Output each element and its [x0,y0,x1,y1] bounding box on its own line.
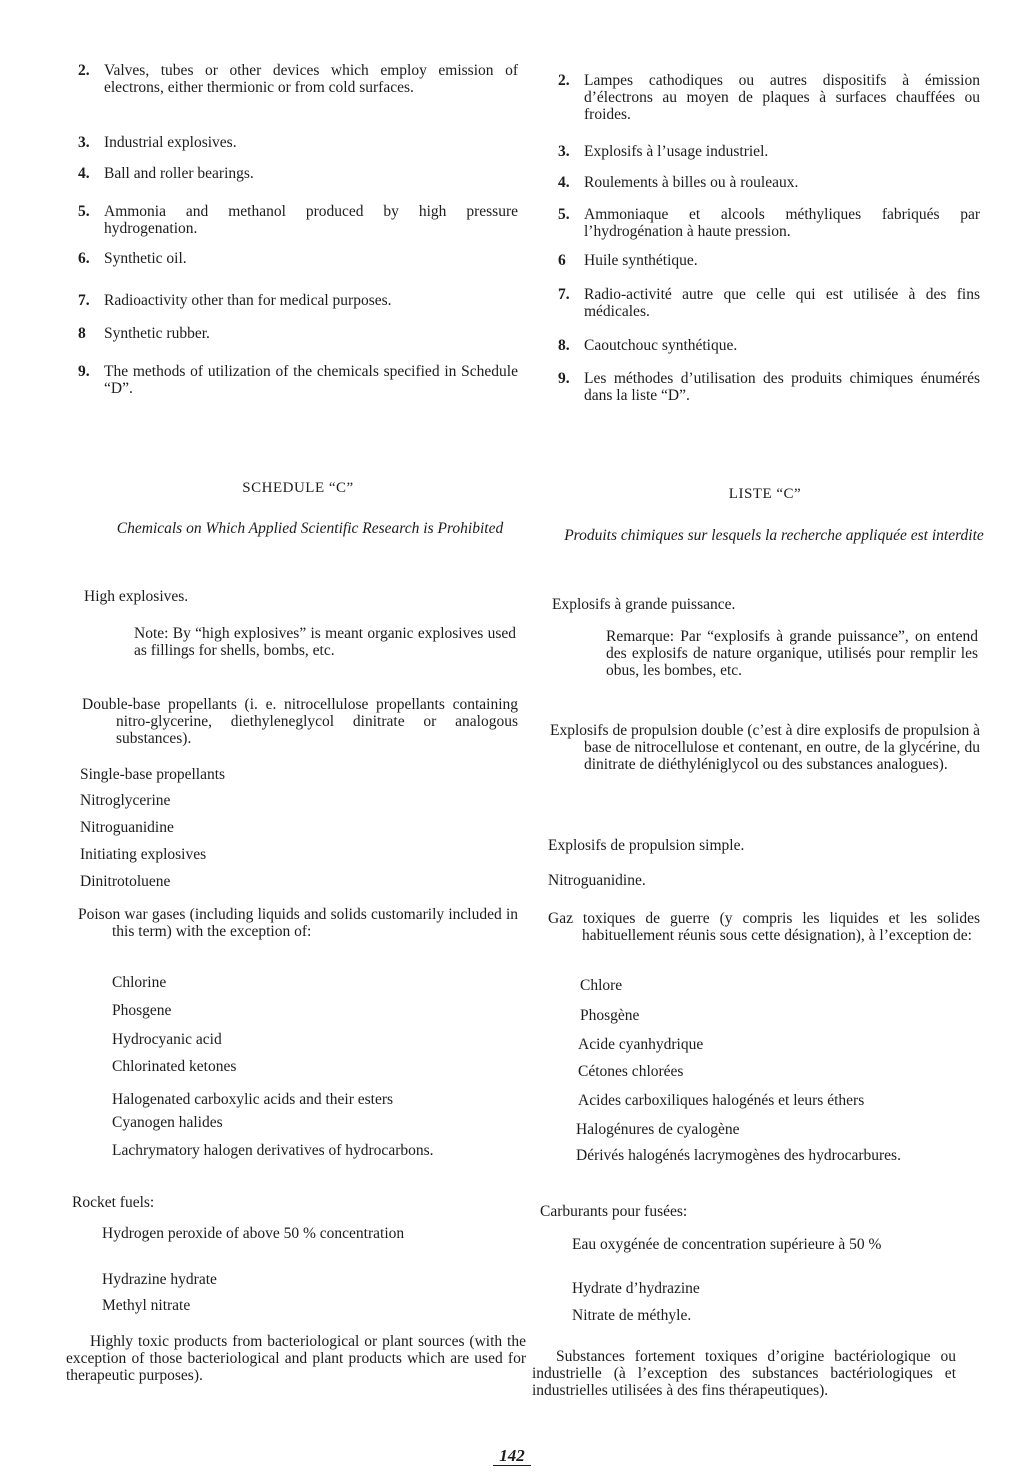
item-number: 9. [558,370,570,387]
entry-poison-gases: Gaz toxiques de guerre (y compris les liquides et les solides habituellement réunis sous cette désignation), à l’exception de: [548,910,980,944]
exception-item: Cyanogen halides [112,1114,223,1131]
item-number: 3. [558,143,570,160]
item-number: 4. [78,165,90,182]
entry-rocket-fuels: Rocket fuels: [72,1194,155,1211]
list-item [78,134,518,151]
item-number: 9. [78,363,90,380]
item-text: Synthetic rubber. [104,325,210,342]
entry-single-base: Single-base propellants [80,766,226,783]
item-text: Les méthodes d’utilisation des produits chimiques énumérés dans la liste “D”. [584,370,980,404]
item-number: 2. [558,72,570,89]
list-item [558,143,980,160]
item-text: Lampes cathodiques ou autres dispositifs à émission d’électrons au moyen de plaques à surfaces chauffées ou froides. [584,72,980,123]
rocket-item: Hydrazine hydrate [102,1271,217,1288]
entry-toxic-products: Highly toxic products from bacteriological or plant sources (with the exception of those bacteriological and plant products which are used for therapeutic purposes). [66,1333,526,1384]
item-number: 6 [558,252,566,269]
exception-item [78,1142,530,1159]
item-number: 7. [78,292,90,309]
exception-item: Chlorinated ketones [112,1058,237,1075]
entry-high-explosives: High explosives. [84,588,189,605]
entry-nitroguanidine: Nitroguanidine. [548,872,646,889]
list-item [78,363,518,397]
item-number: 4. [558,174,570,191]
list-item [558,174,980,191]
item-text: Roulements à billes ou à rouleaux. [584,174,799,191]
entry-toxic-products: Substances fortement toxiques d’origine bactériologique ou industrielle (à l’exception des substances bactériologiques et industrielles utilisées à des fins thérapeutiques). [532,1348,956,1399]
entry-high-explosives: Explosifs à grande puissance. [552,596,736,613]
item-text: Industrial explosives. [104,134,237,151]
item-text: The methods of utilization of the chemicals specified in Schedule “D”. [104,363,518,397]
item-number: 7. [558,286,570,303]
entry-nitroglycerine: Nitroglycerine [80,792,171,809]
exception-item: Halogénures de cyalogène [576,1121,740,1138]
item-number: 2. [78,62,90,79]
rocket-text: Hydrogen peroxide of above 50 % concentration [102,1225,405,1242]
list-item [558,337,980,354]
list-item [78,292,518,309]
list-item [558,370,980,404]
rocket-item: Hydrate d’hydrazine [572,1280,700,1297]
entry-double-base: Explosifs de propulsion double (c’est à dire explosifs de propulsion à base de nitrocellulose et contenant, en outre, de la glycérine, du dinitrate de diéthyléniglycol ou des substances analogues). [550,722,980,773]
item-text: Ammonia and methanol produced by high pressure hydrogenation. [104,203,518,237]
item-number: 5. [558,206,570,223]
entry-nitroguanidine: Nitroguanidine [80,819,174,836]
list-item [78,165,518,182]
rocket-item: Nitrate de méthyle. [572,1307,692,1324]
list-item [558,206,980,240]
entry-rocket-fuels: Carburants pour fusées: [540,1203,688,1220]
list-item [78,203,518,237]
item-text: Caoutchouc synthétique. [584,337,738,354]
item-text: Explosifs à l’usage industriel. [584,143,769,160]
list-item [558,286,980,320]
exception-item: Phosgène [580,1007,640,1024]
exception-text: Dérivés halogénés lacrymogènes des hydrocarbures. [576,1147,901,1164]
exception-item: Chlore [580,977,623,994]
item-number: 3. [78,134,90,151]
schedule-title: LISTE “C” [728,486,802,502]
schedule-title: SCHEDULE “C” [242,480,354,496]
rocket-item [68,1225,530,1242]
page-number-text: 142 [493,1446,531,1466]
entry-double-base: Double-base propellants (i. e. nitrocellulose propellants containing nitro-glycerine, diethyleneglycol dinitrate or analogous substances). [82,696,518,747]
list-item [78,325,518,342]
page-number [0,1446,1024,1466]
item-number: 8. [558,337,570,354]
schedule-subtitle: Produits chimiques sur lesquels la recherche appliquée est interdite [564,527,984,544]
entry-single-base: Explosifs de propulsion simple. [548,837,745,854]
item-number: 8 [78,325,86,342]
rocket-text: Eau oxygénée de concentration supérieure à 50 % [572,1236,882,1253]
entry-note: Remarque: Par “explosifs à grande puissance”, on entend des explosifs de nature organique, utilisés pour remplir les obus, les bombes, etc. [606,628,978,679]
entry-poison-gases: Poison war gases (including liquids and solids customarily included in this term) with the exception of: [78,906,518,940]
item-text: Ammoniaque et alcools méthyliques fabriqués par l’hydrogénation à haute pression. [584,206,980,240]
rocket-item [538,1236,968,1253]
exception-item: Acides carboxiliques halogénés et leurs éthers [578,1092,865,1109]
exception-item: Halogenated carboxylic acids and their esters [112,1091,394,1108]
exception-item: Phosgene [112,1002,172,1019]
item-text: Ball and roller bearings. [104,165,254,182]
entry-dinitrotoluene: Dinitrotoluene [80,873,171,890]
item-text: Synthetic oil. [104,250,187,267]
exception-item: Cétones chlorées [578,1063,684,1080]
exception-item: Chlorine [112,974,167,991]
item-number: 6. [78,250,90,267]
entry-note: Note: By “high explosives” is meant organic explosives used as fillings for shells, bombs, etc. [134,625,516,659]
exception-item: Hydrocyanic acid [112,1031,222,1048]
item-text: Radioactivity other than for medical purposes. [104,292,392,309]
list-item [78,250,518,267]
list-item [558,252,980,269]
item-text: Valves, tubes or other devices which employ emission of electrons, either thermionic or from cold surfaces. [104,62,518,96]
schedule-subtitle: Chemicals on Which Applied Scientific Research is Prohibited [116,520,504,537]
exception-item: Acide cyanhydrique [578,1036,704,1053]
exception-text: Lachrymatory halogen derivatives of hydrocarbons. [112,1142,434,1159]
item-number: 5. [78,203,90,220]
list-item [558,72,980,123]
exception-item [542,1147,970,1164]
entry-initiating: Initiating explosives [80,846,207,863]
rocket-item: Methyl nitrate [102,1297,191,1314]
list-item [78,62,518,96]
item-text: Huile synthétique. [584,252,698,269]
item-text: Radio-activité autre que celle qui est utilisée à des fins médicales. [584,286,980,320]
